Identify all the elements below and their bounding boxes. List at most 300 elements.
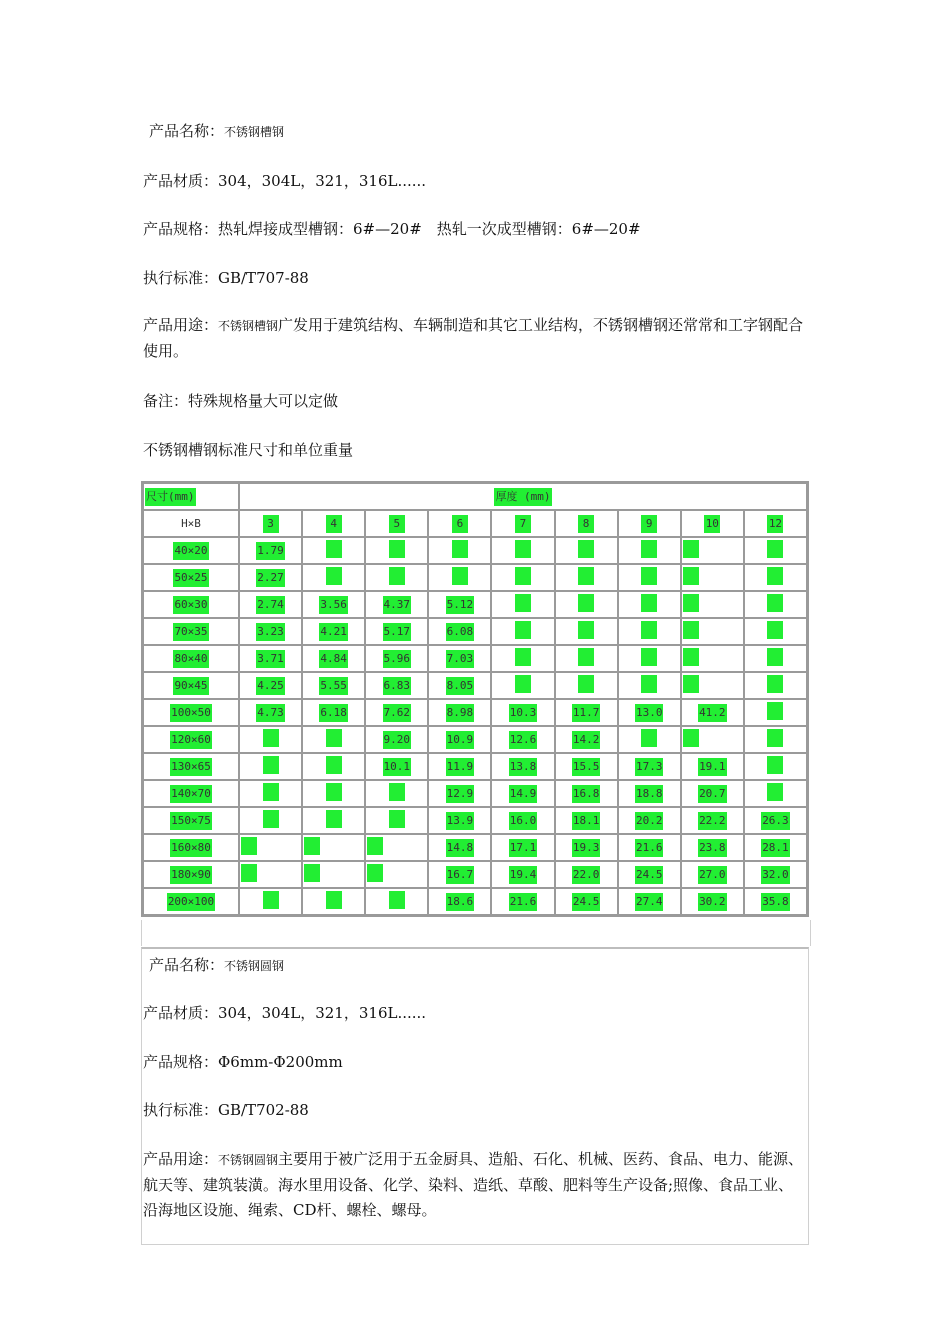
weight-cell — [618, 699, 681, 726]
weight-cell — [239, 537, 302, 564]
weight-value: 19.3 — [572, 839, 601, 857]
product1-usage — [143, 313, 805, 364]
weight-value: 24.5 — [572, 893, 601, 911]
table-row — [143, 645, 807, 672]
weight-value: 20.2 — [635, 812, 664, 830]
weight-value — [241, 864, 257, 882]
thickness-col-header — [365, 510, 428, 537]
weight-cell — [302, 699, 365, 726]
weight-value: 24.5 — [635, 866, 664, 884]
weight-cell — [302, 861, 365, 888]
weight-value: 6.08 — [446, 623, 475, 641]
usage-name: 不锈钢槽钢 — [218, 319, 279, 333]
weight-value: 7.03 — [446, 650, 475, 668]
weight-value — [683, 729, 699, 747]
weight-cell — [618, 753, 681, 780]
weight-cell — [239, 753, 302, 780]
size-value: 120×60 — [170, 731, 212, 749]
weight-value: 14.2 — [572, 731, 601, 749]
weight-cell — [428, 537, 491, 564]
weight-value — [263, 810, 279, 828]
weight-cell — [491, 807, 554, 834]
product2-spec: 产品规格：Φ6mm-Φ200mm — [143, 1053, 343, 1071]
weight-value: 22.0 — [572, 866, 601, 884]
weight-cell — [302, 618, 365, 645]
weight-cell — [744, 726, 807, 753]
weight-cell — [428, 564, 491, 591]
weight-value — [452, 540, 468, 558]
weight-cell — [365, 888, 428, 915]
weight-cell — [428, 861, 491, 888]
weight-cell — [681, 591, 744, 618]
weight-value: 32.0 — [761, 866, 790, 884]
weight-cell — [491, 564, 554, 591]
thickness-value: 7 — [515, 515, 531, 533]
weight-cell — [744, 753, 807, 780]
weight-cell — [491, 618, 554, 645]
weight-value: 19.4 — [509, 866, 538, 884]
weight-cell — [365, 645, 428, 672]
weight-value: 4.84 — [319, 650, 348, 668]
weight-value — [767, 729, 783, 747]
weight-value — [326, 756, 342, 774]
weight-cell — [555, 726, 618, 753]
table-row — [143, 726, 807, 753]
product1-spec: 产品规格：热轧焊接成型槽钢：6#—20# 热轧一次成型槽钢：6#—20# — [143, 220, 641, 238]
thickness-value: 5 — [389, 515, 405, 533]
weight-cell — [681, 753, 744, 780]
weight-cell — [555, 618, 618, 645]
weight-cell — [618, 537, 681, 564]
weight-value — [515, 648, 531, 666]
weight-cell — [618, 591, 681, 618]
weight-value: 7.62 — [383, 704, 412, 722]
weight-value — [578, 567, 594, 585]
value: 不锈钢圆钢 — [224, 959, 285, 973]
weight-value — [683, 594, 699, 612]
weight-cell — [239, 672, 302, 699]
weight-value: 14.9 — [509, 785, 538, 803]
weight-cell — [491, 834, 554, 861]
weight-value — [767, 540, 783, 558]
weight-value: 3.23 — [256, 623, 285, 641]
weight-value — [452, 567, 468, 585]
weight-cell — [744, 888, 807, 915]
weight-value: 16.7 — [446, 866, 475, 884]
weight-value: 11.7 — [572, 704, 601, 722]
weight-value — [683, 540, 699, 558]
weight-cell — [555, 753, 618, 780]
weight-value — [578, 621, 594, 639]
weight-cell — [618, 807, 681, 834]
weight-cell — [555, 699, 618, 726]
weight-cell — [239, 645, 302, 672]
weight-cell — [428, 834, 491, 861]
weight-cell — [681, 564, 744, 591]
weight-value — [767, 702, 783, 720]
weight-cell — [491, 591, 554, 618]
size-cell — [143, 726, 239, 753]
size-value: 40×20 — [173, 542, 208, 560]
weight-value: 26.3 — [761, 812, 790, 830]
weight-cell — [239, 564, 302, 591]
weight-value — [767, 756, 783, 774]
size-value: 130×65 — [170, 758, 212, 776]
weight-value: 6.83 — [383, 677, 412, 695]
weight-value: 14.8 — [446, 839, 475, 857]
weight-value: 35.8 — [761, 893, 790, 911]
table-row — [143, 888, 807, 915]
size-value: 200×100 — [167, 893, 215, 911]
weight-value: 22.2 — [698, 812, 727, 830]
weight-cell — [365, 537, 428, 564]
weight-cell — [744, 645, 807, 672]
weight-value — [767, 648, 783, 666]
weight-cell — [239, 591, 302, 618]
size-cell — [143, 699, 239, 726]
thickness-value: 4 — [326, 515, 342, 533]
thickness-value: 12 — [767, 515, 783, 533]
weight-value: 21.6 — [509, 893, 538, 911]
weight-value — [641, 621, 657, 639]
weight-cell — [744, 780, 807, 807]
weight-value — [326, 810, 342, 828]
weight-cell — [302, 564, 365, 591]
weight-cell — [618, 726, 681, 753]
product2-standard: 执行标准：GB/T702-88 — [143, 1101, 309, 1119]
weight-cell — [302, 807, 365, 834]
weight-cell — [491, 537, 554, 564]
size-value: 100×50 — [170, 704, 212, 722]
weight-value — [515, 594, 531, 612]
weight-cell — [681, 780, 744, 807]
weight-cell — [491, 726, 554, 753]
weight-cell — [744, 564, 807, 591]
weight-value — [767, 594, 783, 612]
weight-value — [683, 675, 699, 693]
table-row — [143, 672, 807, 699]
table-row — [143, 807, 807, 834]
weight-cell — [428, 780, 491, 807]
size-cell — [143, 564, 239, 591]
weight-value: 4.73 — [256, 704, 285, 722]
weight-cell — [428, 645, 491, 672]
weight-value: 13.8 — [509, 758, 538, 776]
weight-cell — [302, 537, 365, 564]
weight-cell — [302, 888, 365, 915]
weight-cell — [428, 726, 491, 753]
weight-cell — [365, 699, 428, 726]
weight-value — [389, 783, 405, 801]
weight-value: 21.6 — [635, 839, 664, 857]
thickness-col-header — [681, 510, 744, 537]
usage-name: 不锈钢圆钢 — [218, 1153, 279, 1167]
weight-cell — [239, 807, 302, 834]
thickness-col-header — [428, 510, 491, 537]
size-cell — [143, 888, 239, 915]
size-cell — [143, 861, 239, 888]
table-row — [143, 861, 807, 888]
weight-cell — [428, 591, 491, 618]
weight-value — [326, 567, 342, 585]
weight-value — [515, 540, 531, 558]
weight-cell — [428, 753, 491, 780]
weight-value: 3.71 — [256, 650, 285, 668]
weight-value: 17.3 — [635, 758, 664, 776]
weight-cell — [239, 618, 302, 645]
weight-cell — [618, 618, 681, 645]
weight-cell — [618, 888, 681, 915]
weight-cell — [744, 591, 807, 618]
weight-cell — [365, 753, 428, 780]
thickness-value: 3 — [263, 515, 279, 533]
weight-cell — [365, 861, 428, 888]
thickness-col-header — [302, 510, 365, 537]
weight-value — [767, 783, 783, 801]
weight-value — [767, 621, 783, 639]
weight-value — [304, 864, 320, 882]
usage-text: 广发用于建筑结构、车辆制造和其它工业结构，不锈钢槽钢还常常和工字钢配合使用。 — [143, 316, 804, 360]
weight-cell — [239, 888, 302, 915]
table-subheader-row — [143, 510, 807, 537]
thickness-value: 8 — [578, 515, 594, 533]
weight-cell — [491, 645, 554, 672]
weight-value: 4.21 — [319, 623, 348, 641]
table-row — [143, 618, 807, 645]
weight-value — [263, 729, 279, 747]
weight-value — [578, 648, 594, 666]
weight-value: 15.5 — [572, 758, 601, 776]
weight-value: 10.3 — [509, 704, 538, 722]
weight-value: 5.17 — [383, 623, 412, 641]
weight-cell — [681, 888, 744, 915]
weight-cell — [302, 780, 365, 807]
weight-value: 1.79 — [256, 542, 285, 560]
weight-cell — [239, 861, 302, 888]
weight-value: 2.27 — [256, 569, 285, 587]
weight-value: 41.2 — [698, 704, 727, 722]
size-cell — [143, 753, 239, 780]
weight-value — [389, 891, 405, 909]
weight-value — [389, 567, 405, 585]
size-header-text: 尺寸(mm) — [145, 488, 196, 506]
weight-cell — [555, 564, 618, 591]
weight-value: 11.9 — [446, 758, 475, 776]
weight-cell — [239, 699, 302, 726]
weight-cell — [744, 834, 807, 861]
weight-value — [767, 675, 783, 693]
weight-cell — [618, 645, 681, 672]
weight-value — [683, 567, 699, 585]
weight-cell — [302, 834, 365, 861]
weight-cell — [555, 807, 618, 834]
weight-cell — [744, 618, 807, 645]
thickness-col-header — [239, 510, 302, 537]
usage-text: 主要用于被广泛用于五金厨具、造船、石化、机械、医药、食品、电力、能源、航天等、建筑装潢。海水里用设备、化学、染料、造纸、草酸、肥料等生产设备;照像、食品工业、沿海地区设施、绳索、CD杆、螺栓、螺母。 — [143, 1150, 804, 1219]
size-value: 140×70 — [170, 785, 212, 803]
weight-cell — [365, 807, 428, 834]
value: 不锈钢槽钢 — [224, 125, 285, 139]
thickness-col-header — [618, 510, 681, 537]
weight-value — [241, 837, 257, 855]
weight-cell — [618, 834, 681, 861]
table-row — [143, 699, 807, 726]
weight-cell — [618, 861, 681, 888]
weight-cell — [428, 888, 491, 915]
size-value: 60×30 — [173, 596, 208, 614]
weight-cell — [555, 591, 618, 618]
weight-cell — [302, 672, 365, 699]
thickness-col-header — [491, 510, 554, 537]
weight-cell — [428, 807, 491, 834]
weight-cell — [365, 564, 428, 591]
weight-cell — [365, 672, 428, 699]
product1-note: 备注：特殊规格量大可以定做 — [143, 392, 339, 410]
weight-cell — [428, 672, 491, 699]
product2-material: 产品材质：304，304L，321，316L...... — [143, 1004, 427, 1022]
weight-value — [304, 837, 320, 855]
table-title: 不锈钢槽钢标准尺寸和单位重量 — [143, 441, 354, 459]
size-cell — [143, 591, 239, 618]
weight-cell — [555, 537, 618, 564]
weight-value — [578, 594, 594, 612]
weight-cell — [239, 726, 302, 753]
weight-value — [578, 675, 594, 693]
spec-table — [141, 481, 809, 917]
weight-value: 27.0 — [698, 866, 727, 884]
weight-value: 12.6 — [509, 731, 538, 749]
weight-cell — [239, 780, 302, 807]
thickness-value: 9 — [641, 515, 657, 533]
thickness-value: 6 — [452, 515, 468, 533]
weight-value: 4.25 — [256, 677, 285, 695]
weight-value: 4.37 — [383, 596, 412, 614]
weight-value: 23.8 — [698, 839, 727, 857]
weight-cell — [618, 564, 681, 591]
product2-name — [149, 954, 284, 977]
weight-value: 30.2 — [698, 893, 727, 911]
weight-cell — [555, 834, 618, 861]
weight-cell — [302, 591, 365, 618]
size-value: 80×40 — [173, 650, 208, 668]
size-value: 70×35 — [173, 623, 208, 641]
weight-value — [389, 540, 405, 558]
size-header — [143, 483, 239, 510]
table-row — [143, 834, 807, 861]
weight-value: 5.55 — [319, 677, 348, 695]
product1-material: 产品材质：304，304L，321，316L...... — [143, 172, 427, 190]
weight-cell — [555, 672, 618, 699]
table-row — [143, 753, 807, 780]
weight-value — [683, 648, 699, 666]
weight-cell — [491, 780, 554, 807]
weight-cell — [302, 726, 365, 753]
weight-value: 19.1 — [698, 758, 727, 776]
weight-cell — [744, 699, 807, 726]
label: 产品用途： — [143, 316, 219, 334]
weight-cell — [428, 618, 491, 645]
weight-value — [641, 648, 657, 666]
size-cell — [143, 807, 239, 834]
weight-value: 5.96 — [383, 650, 412, 668]
weight-value — [515, 621, 531, 639]
weight-value — [389, 810, 405, 828]
weight-value: 6.18 — [319, 704, 348, 722]
weight-cell — [744, 672, 807, 699]
weight-cell — [365, 726, 428, 753]
weight-value — [367, 864, 383, 882]
weight-cell — [744, 807, 807, 834]
label: 产品用途： — [143, 1150, 219, 1168]
weight-cell — [681, 726, 744, 753]
table-row — [143, 780, 807, 807]
weight-value: 9.20 — [383, 731, 412, 749]
weight-cell — [365, 834, 428, 861]
weight-cell — [681, 645, 744, 672]
weight-value: 20.7 — [698, 785, 727, 803]
size-subheader: H×B — [143, 510, 239, 537]
weight-value: 18.1 — [572, 812, 601, 830]
size-cell — [143, 780, 239, 807]
weight-cell — [744, 861, 807, 888]
weight-cell — [681, 834, 744, 861]
thickness-header — [239, 483, 807, 510]
size-value: 160×80 — [170, 839, 212, 857]
weight-value — [515, 567, 531, 585]
weight-value — [326, 729, 342, 747]
thickness-value: 10 — [704, 515, 720, 533]
weight-cell — [681, 699, 744, 726]
weight-value: 27.4 — [635, 893, 664, 911]
weight-cell — [681, 672, 744, 699]
weight-value: 13.9 — [446, 812, 475, 830]
weight-cell — [365, 780, 428, 807]
weight-value: 8.05 — [446, 677, 475, 695]
weight-value — [263, 891, 279, 909]
size-value: 150×75 — [170, 812, 212, 830]
thickness-col-header — [744, 510, 807, 537]
product2-usage — [143, 1147, 805, 1223]
size-value: 90×45 — [173, 677, 208, 695]
weight-cell — [491, 753, 554, 780]
product1-standard: 执行标准：GB/T707-88 — [143, 269, 309, 287]
weight-value: 5.12 — [446, 596, 475, 614]
table-row — [143, 564, 807, 591]
size-cell — [143, 672, 239, 699]
size-cell — [143, 537, 239, 564]
size-cell — [143, 645, 239, 672]
weight-value — [641, 675, 657, 693]
weight-value: 10.9 — [446, 731, 475, 749]
weight-value — [515, 675, 531, 693]
weight-value — [326, 891, 342, 909]
weight-value: 28.1 — [761, 839, 790, 857]
weight-value — [326, 783, 342, 801]
weight-cell — [491, 888, 554, 915]
label: 产品名称： — [149, 956, 225, 974]
weight-value — [641, 540, 657, 558]
weight-value — [326, 540, 342, 558]
weight-cell — [302, 753, 365, 780]
thickness-header-text: 厚度 (mm) — [494, 488, 551, 506]
weight-value — [683, 621, 699, 639]
weight-cell — [365, 591, 428, 618]
weight-cell — [681, 861, 744, 888]
table-spacer — [141, 920, 811, 946]
weight-cell — [239, 834, 302, 861]
weight-cell — [744, 537, 807, 564]
weight-cell — [555, 780, 618, 807]
